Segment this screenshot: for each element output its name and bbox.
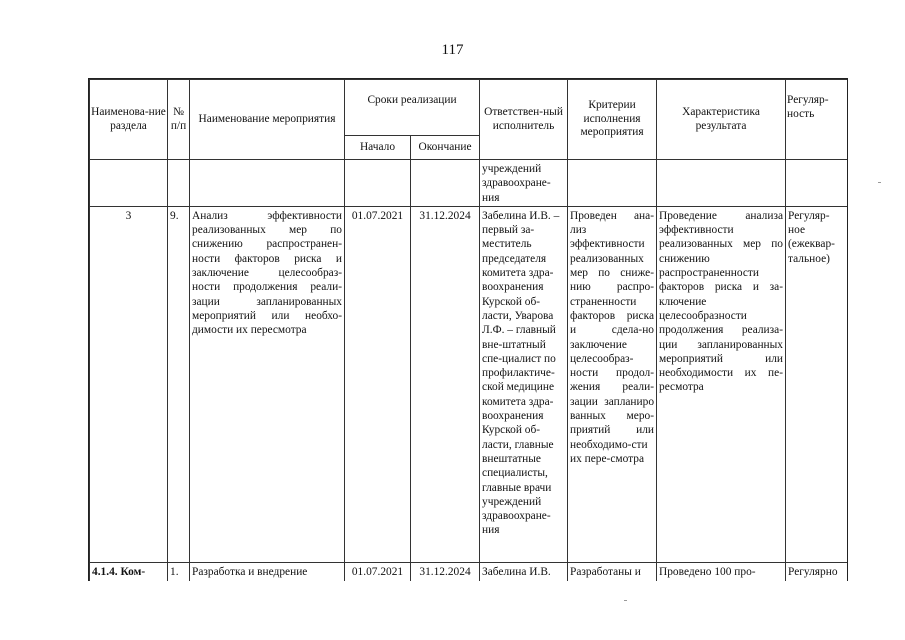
table-row [90, 206, 848, 562]
row-start-date: 01.07.2021 [345, 562, 411, 581]
scan-speck [878, 182, 881, 183]
header-regularity: Регуляр-ность [786, 80, 848, 160]
row-result: Проведение анализа эффективности реализованных мер по снижению распространенности факторов риска и за-ключение целесообразности продолжения реализа-ции запланированных мероприятий или необходимости их пе-ресмотра [657, 206, 786, 562]
continuation-responsible: учреждений здравоохране-ния [480, 160, 568, 207]
row-start-date: 01.07.2021 [345, 206, 411, 562]
table-header [90, 80, 848, 160]
table-row-continuation [90, 160, 848, 207]
row-responsible: Забелина И.В. –первый за-меститель председателя комитета здра-воохранения Курской об-ласти, Уварова Л.Ф. – главный вне-штатный спе-циалист по профилактиче-ской медицине комитета здра-воохранения Курской об-ласти, главные внештатные специалисты, главные врачи учреждений здравоохране-ния [480, 206, 568, 562]
row-end-date: 31.12.2024 [411, 562, 480, 581]
row-section: 4.1.4. Ком- [90, 562, 168, 581]
row-activity: Анализ эффективности реализованных мер по снижению распространен-ности факторов риска и заключение целесообраз-ности продолжения реали-зации запланированных мероприятий или необхо-димости их пересмотра [190, 206, 345, 562]
header-criteria: Критерии исполнения мероприятия [568, 80, 657, 160]
row-result: Проведено 100 про- [657, 562, 786, 581]
row-end-date: 31.12.2024 [411, 206, 480, 562]
document-table-frame [88, 78, 848, 581]
page-number: 117 [441, 42, 464, 58]
header-responsible: Ответствен-ный исполнитель [480, 80, 568, 160]
row-section: 3 [90, 206, 168, 562]
row-criteria: Проведен ана-лиз эффективности реализованных мер по сниже-нию распро-страненности факторов риска и сдела-но заключение целесообраз-ности продол-жения реали-зации запланиро ванных меро-приятий или необходимо-сти их пере-смотра [568, 206, 657, 562]
row-number: 9. [168, 206, 190, 562]
header-dates: Сроки реализации [345, 80, 480, 136]
header-number: № п/п [168, 80, 190, 160]
header-end: Окончание [411, 136, 480, 160]
row-number: 1. [168, 562, 190, 581]
header-result: Характеристика результата [657, 80, 786, 160]
header-activity: Наименование мероприятия [190, 80, 345, 160]
table-row [90, 562, 848, 581]
row-regularity: Регулярно [786, 562, 848, 581]
row-regularity: Регуляр-ное (ежеквар-тальное) [786, 206, 848, 562]
row-activity: Разработка и внедрение [190, 562, 345, 581]
scan-speck [624, 600, 627, 601]
row-criteria: Разработаны и [568, 562, 657, 581]
row-responsible: Забелина И.В. [480, 562, 568, 581]
header-section: Наименова-ние раздела [90, 80, 168, 160]
header-start: Начало [345, 136, 411, 160]
activities-table [89, 79, 848, 581]
